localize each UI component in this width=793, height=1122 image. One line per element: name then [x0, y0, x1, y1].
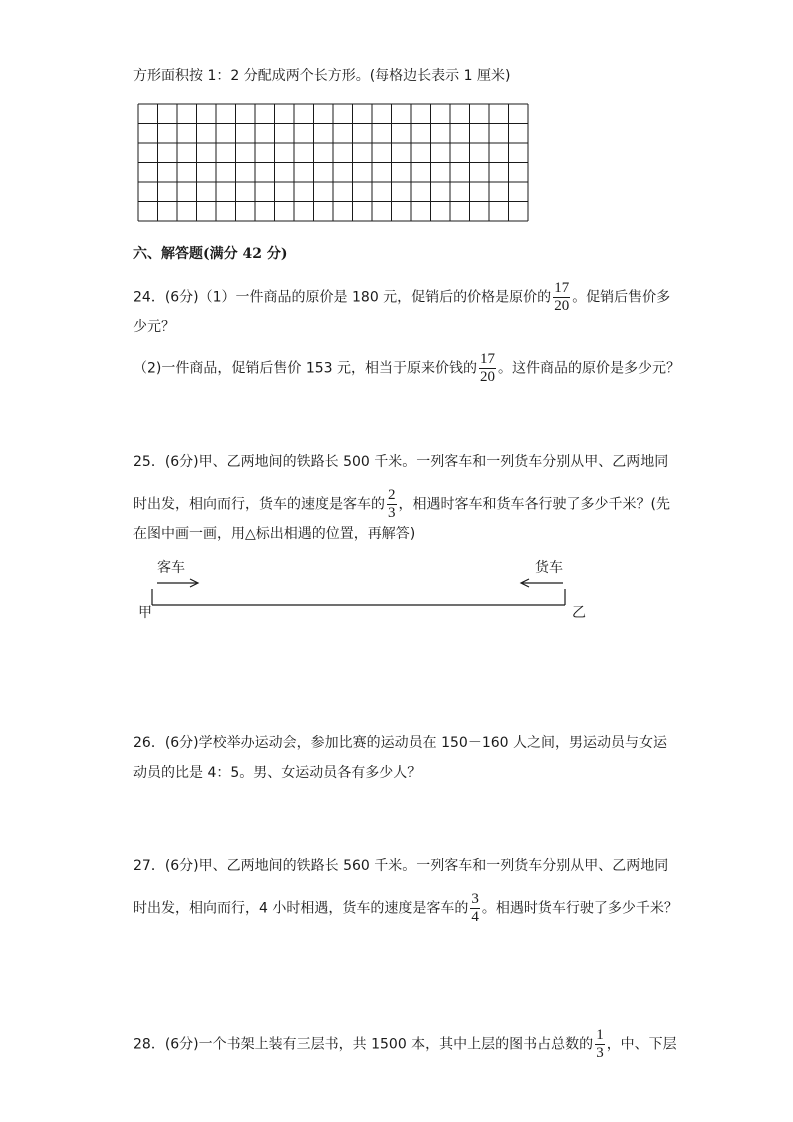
- left-place-label: 甲: [138, 605, 152, 621]
- q28-text-b: ，中、下层: [606, 1036, 677, 1053]
- q24-line2: 少元？: [133, 319, 175, 335]
- q25-line3: 在图中画一画，用△标出相遇的位置，再解答): [133, 526, 416, 542]
- q28-line1: [133, 1028, 677, 1061]
- q24-frac2-num: 17: [480, 351, 495, 367]
- q25-fraction: [387, 488, 397, 521]
- q27-text-a: 时出发，相向而行，4 小时相遇，货车的速度是客车的: [133, 900, 469, 917]
- q24-frac2-den: 20: [480, 369, 495, 385]
- q24-part2-text-a: （2)一件商品，促销后售价 153 元，相当于原来价钱的: [133, 360, 477, 377]
- q24-text-a: 24．(6分)（1）一件商品的原价是 180 元，促销后的价格是原价的: [133, 289, 552, 306]
- railway-diagram: [135, 555, 595, 625]
- right-arrow-icon: [157, 579, 198, 587]
- q24-text-b: 。促销后售价多: [572, 289, 671, 306]
- q27-frac-den: 4: [471, 909, 479, 925]
- right-place-label: 乙: [572, 605, 586, 621]
- q27-line1: 27．(6分)甲、乙两地间的铁路长 560 千米。一列客车和一列货车分别从甲、乙两地同: [133, 858, 669, 874]
- intro-text: 方形面积按 1：2 分配成两个长方形。(每格边长表示 1 厘米): [133, 68, 511, 84]
- q27-text-b: 。相遇时货车行驶了多少千米？: [481, 900, 678, 917]
- q25-line1: 25．(6分)甲、乙两地间的铁路长 500 千米。一列客车和一列货车分别从甲、乙两地同: [133, 454, 669, 470]
- q27-fraction: [470, 892, 480, 925]
- section-title: 六、解答题(满分 42 分): [133, 246, 288, 262]
- q27-frac-num: 3: [471, 891, 479, 907]
- q26-line2: 动员的比是 4：5。男、女运动员各有多少人？: [133, 765, 422, 781]
- q28-frac-num: 1: [596, 1027, 604, 1043]
- q28-frac-den: 3: [596, 1045, 604, 1061]
- right-vehicle-label: 货车: [535, 560, 563, 576]
- q26-line1: 26．(6分)学校举办运动会，参加比赛的运动员在 150－160 人之间，男运动员与女运: [133, 735, 667, 751]
- answer-grid: [137, 103, 529, 223]
- q25-text-b: ，相遇时客车和货车各行驶了多少千米？(先: [398, 496, 670, 513]
- q24-line3: [133, 352, 680, 385]
- q28-text-a: 28．(6分)一个书架上装有三层书，共 1500 本，其中上层的图书占总数的: [133, 1036, 594, 1053]
- railway-line: [152, 589, 565, 605]
- q24-fraction: [553, 281, 570, 314]
- q25-frac-num: 2: [388, 487, 396, 503]
- q27-line2: [133, 892, 678, 925]
- q24-line1: [133, 281, 670, 314]
- left-arrow-icon: [521, 579, 563, 587]
- left-vehicle-label: 客车: [157, 560, 185, 576]
- q25-text-a: 时出发，相向而行，货车的速度是客车的: [133, 496, 385, 513]
- q25-frac-den: 3: [388, 505, 396, 521]
- q24-part2-text-b: 。这件商品的原价是多少元？: [498, 360, 680, 377]
- q25-line2: [133, 488, 670, 521]
- q24-frac-num: 17: [554, 280, 570, 296]
- q24-frac-den: 20: [554, 298, 570, 314]
- q28-fraction: [595, 1028, 605, 1061]
- q24-fraction-2: [479, 352, 496, 385]
